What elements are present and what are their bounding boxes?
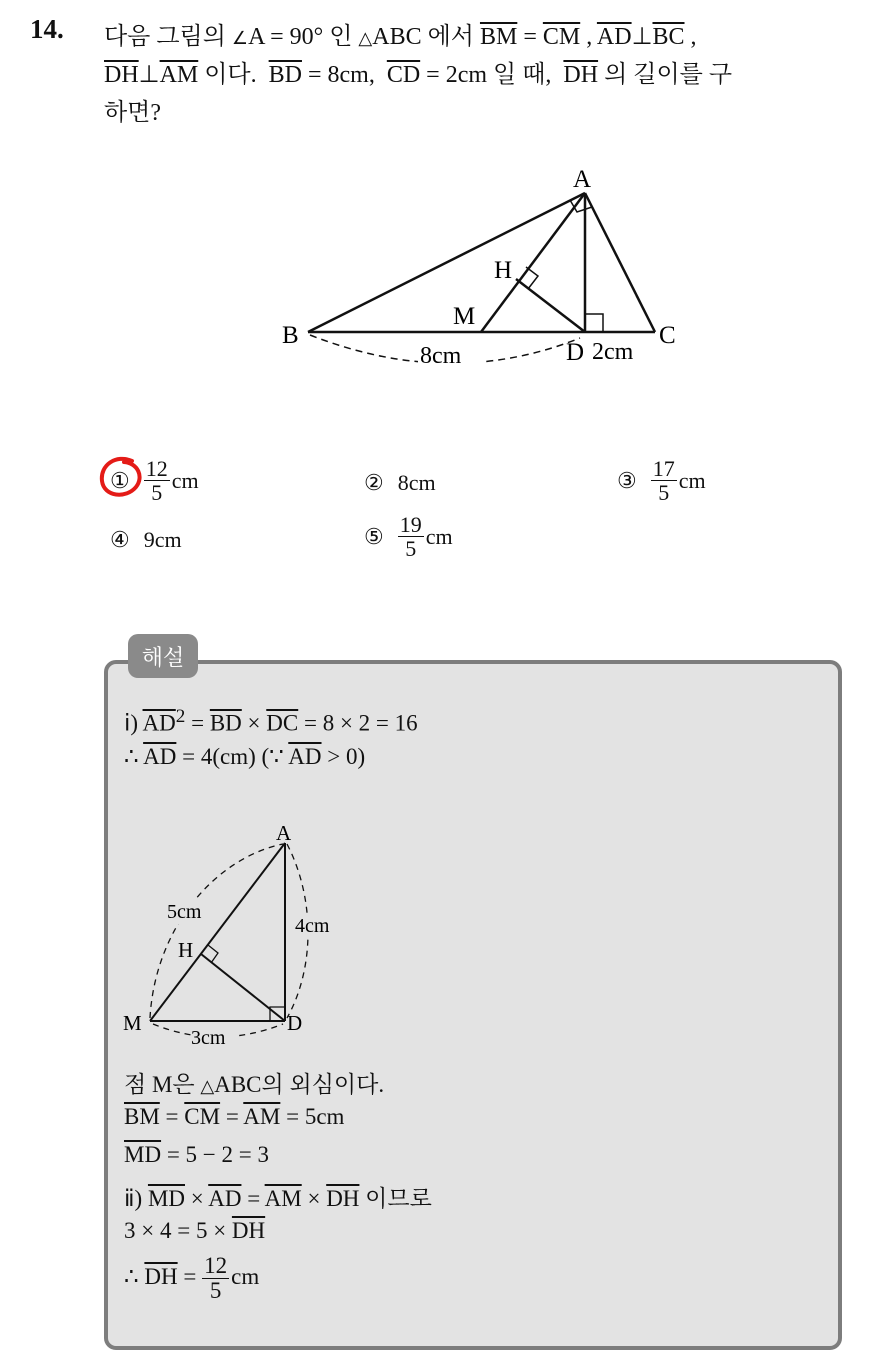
choice-2-text: 8cm bbox=[397, 470, 436, 495]
choice-5-marker: ⑤ bbox=[364, 523, 384, 549]
choice-1-fraction: $\frac{12}{5}$ bbox=[145, 456, 168, 506]
choice-1-marker: ① bbox=[110, 467, 130, 493]
text-run: = bbox=[185, 710, 210, 736]
text-run: = 4(cm) (∵ bbox=[176, 744, 289, 769]
label-d2: D bbox=[287, 1011, 303, 1035]
text-run: × bbox=[185, 1186, 209, 1211]
choice-4[interactable] bbox=[110, 527, 182, 553]
length-am: 5cm bbox=[167, 901, 202, 923]
question-number: 14. bbox=[30, 14, 64, 44]
solution-tag: 해설 bbox=[128, 634, 198, 678]
label-h2: H bbox=[178, 938, 194, 962]
segment-name: $\overline{AM}$ bbox=[264, 1186, 302, 1211]
choice-3-fraction: $\frac{17}{5}$ bbox=[652, 456, 675, 506]
choice-1-text: cm bbox=[171, 467, 199, 493]
text-run: 의 길이를 구 bbox=[598, 62, 732, 88]
text-run: ⅰ) bbox=[124, 710, 143, 736]
label-m: M bbox=[453, 303, 476, 330]
text-run: = 8cm, bbox=[301, 62, 387, 88]
segment-name: $\overline{DC}$ bbox=[266, 710, 299, 736]
segment-name: $\overline{BM}$ bbox=[479, 24, 518, 50]
solution-line-7 bbox=[124, 1218, 265, 1244]
segment-name: $\overline{BC}$ bbox=[652, 24, 685, 50]
triangle-figure bbox=[270, 160, 700, 390]
text-run: 이다. bbox=[198, 62, 269, 88]
text-run: = bbox=[177, 1263, 203, 1289]
text-run: , bbox=[580, 24, 597, 50]
choice-5-text: cm bbox=[425, 523, 453, 549]
length-md: 3cm bbox=[191, 1027, 226, 1048]
segment-name: $\overline{CM}$ bbox=[542, 24, 581, 50]
choice-4-marker: ④ bbox=[110, 527, 130, 552]
text-run: ∴ bbox=[124, 744, 144, 769]
text-run: = bbox=[220, 1104, 244, 1129]
text-run: = 5 − 2 = 3 bbox=[161, 1142, 269, 1167]
question-line-2 bbox=[104, 54, 732, 89]
text-run: 3 × 4 = 5 × bbox=[124, 1218, 232, 1243]
segment-name: $\overline{BD}$ bbox=[209, 710, 242, 736]
label-h: H bbox=[494, 257, 513, 284]
label-c: C bbox=[659, 322, 676, 349]
length-bd: 8cm bbox=[420, 343, 462, 369]
choice-3[interactable] bbox=[617, 457, 706, 504]
segment-name: $\overline{BM}$ bbox=[124, 1104, 160, 1129]
right-angle-d bbox=[585, 314, 603, 332]
choice-3-marker: ③ bbox=[617, 467, 637, 493]
segment-name: $\overline{AD}$ bbox=[288, 744, 322, 769]
text-run: 이므로 bbox=[359, 1186, 432, 1211]
solution-line-4 bbox=[124, 1104, 344, 1130]
segment-name: $\overline{DH}$ bbox=[231, 1218, 266, 1243]
label-a: A bbox=[573, 166, 592, 193]
segment-name: $\overline{DH}$ bbox=[104, 62, 139, 88]
text-run: △ bbox=[358, 28, 373, 48]
segment-ab bbox=[308, 193, 585, 332]
choice-2[interactable] bbox=[364, 470, 436, 496]
choice-5[interactable] bbox=[364, 513, 453, 560]
choice-1[interactable] bbox=[110, 457, 199, 504]
choice-4-text: 9cm bbox=[143, 527, 182, 552]
length-dc: 2cm bbox=[592, 339, 634, 365]
text-run: A = 90° 인 bbox=[248, 24, 359, 50]
segment-name: $\overline{CM}$ bbox=[184, 1104, 221, 1129]
segment-name: $\overline{DH}$ bbox=[326, 1186, 360, 1211]
segment-name: $\overline{MD}$ bbox=[124, 1142, 162, 1167]
text-run: = bbox=[241, 1186, 265, 1211]
segment-name: $\overline{DH}$ bbox=[144, 1263, 178, 1289]
segment-dh2 bbox=[201, 954, 285, 1021]
segment-name: $\overline{AD}$ bbox=[208, 1186, 242, 1211]
text-run: = 5cm bbox=[280, 1104, 345, 1129]
segment-name: $\overline{AD}$ bbox=[143, 744, 177, 769]
solution-line-6 bbox=[124, 1180, 432, 1213]
text-run: × bbox=[301, 1186, 327, 1211]
text-run: = 2cm 일 때, bbox=[420, 62, 564, 88]
text-run: > 0) bbox=[321, 744, 366, 769]
text-run: = bbox=[159, 1104, 185, 1129]
label-b: B bbox=[282, 322, 299, 349]
text-run: = bbox=[517, 24, 543, 50]
segment-name: $\overline{AM}$ bbox=[243, 1104, 281, 1129]
question-line-3: 하면? bbox=[104, 100, 162, 126]
text-run: , bbox=[684, 24, 697, 50]
text-run: ⊥ bbox=[631, 24, 653, 50]
solution-line-3 bbox=[124, 1066, 384, 1099]
choice-2-marker: ② bbox=[364, 470, 384, 495]
length-ad: 4cm bbox=[295, 915, 330, 937]
text-run: = 8 × 2 = 16 bbox=[298, 710, 418, 736]
choice-5-fraction: $\frac{19}{5}$ bbox=[399, 512, 422, 562]
text-run: × bbox=[241, 710, 267, 736]
label-m2: M bbox=[123, 1011, 142, 1035]
text-run: cm bbox=[231, 1263, 260, 1289]
text-run: ABC 에서 bbox=[372, 24, 480, 50]
text-run: ABC의 외심이다. bbox=[214, 1072, 385, 1097]
segment-name: $\overline{BD}$ bbox=[268, 62, 302, 88]
solution-line-1 bbox=[124, 706, 418, 737]
segment-am2 bbox=[150, 843, 285, 1021]
label-d: D bbox=[566, 339, 585, 366]
sub-triangle-figure bbox=[115, 818, 365, 1048]
exponent: 2 bbox=[175, 706, 186, 727]
brace-am bbox=[150, 844, 283, 1018]
segment-name: $\overline{AD}$ bbox=[142, 710, 176, 736]
choice-3-text: cm bbox=[678, 467, 706, 493]
segment-name: $\overline{AM}$ bbox=[159, 62, 199, 88]
text-run: △ bbox=[200, 1076, 215, 1096]
text-run: 다음 그림의 bbox=[104, 24, 232, 50]
text-run: ∠ bbox=[231, 28, 249, 48]
text-run: ⅱ) bbox=[124, 1186, 148, 1211]
question-line-1 bbox=[104, 16, 697, 51]
text-run: ⊥ bbox=[138, 62, 160, 88]
fraction: $\frac{12}{5}$ bbox=[204, 1253, 228, 1304]
segment-name: $\overline{AD}$ bbox=[596, 24, 632, 50]
label-a2: A bbox=[276, 821, 292, 845]
segment-ac bbox=[585, 193, 655, 332]
text-run: 점 M은 bbox=[124, 1072, 201, 1097]
text-run: ∴ bbox=[124, 1263, 145, 1289]
segment-name: $\overline{MD}$ bbox=[147, 1186, 185, 1211]
segment-name: $\overline{DH}$ bbox=[563, 62, 599, 88]
segment-name: $\overline{CD}$ bbox=[386, 62, 421, 88]
solution-line-8 bbox=[124, 1254, 259, 1303]
solution-line-5 bbox=[124, 1142, 269, 1168]
solution-line-2 bbox=[124, 744, 365, 770]
segment-dh bbox=[516, 279, 585, 332]
